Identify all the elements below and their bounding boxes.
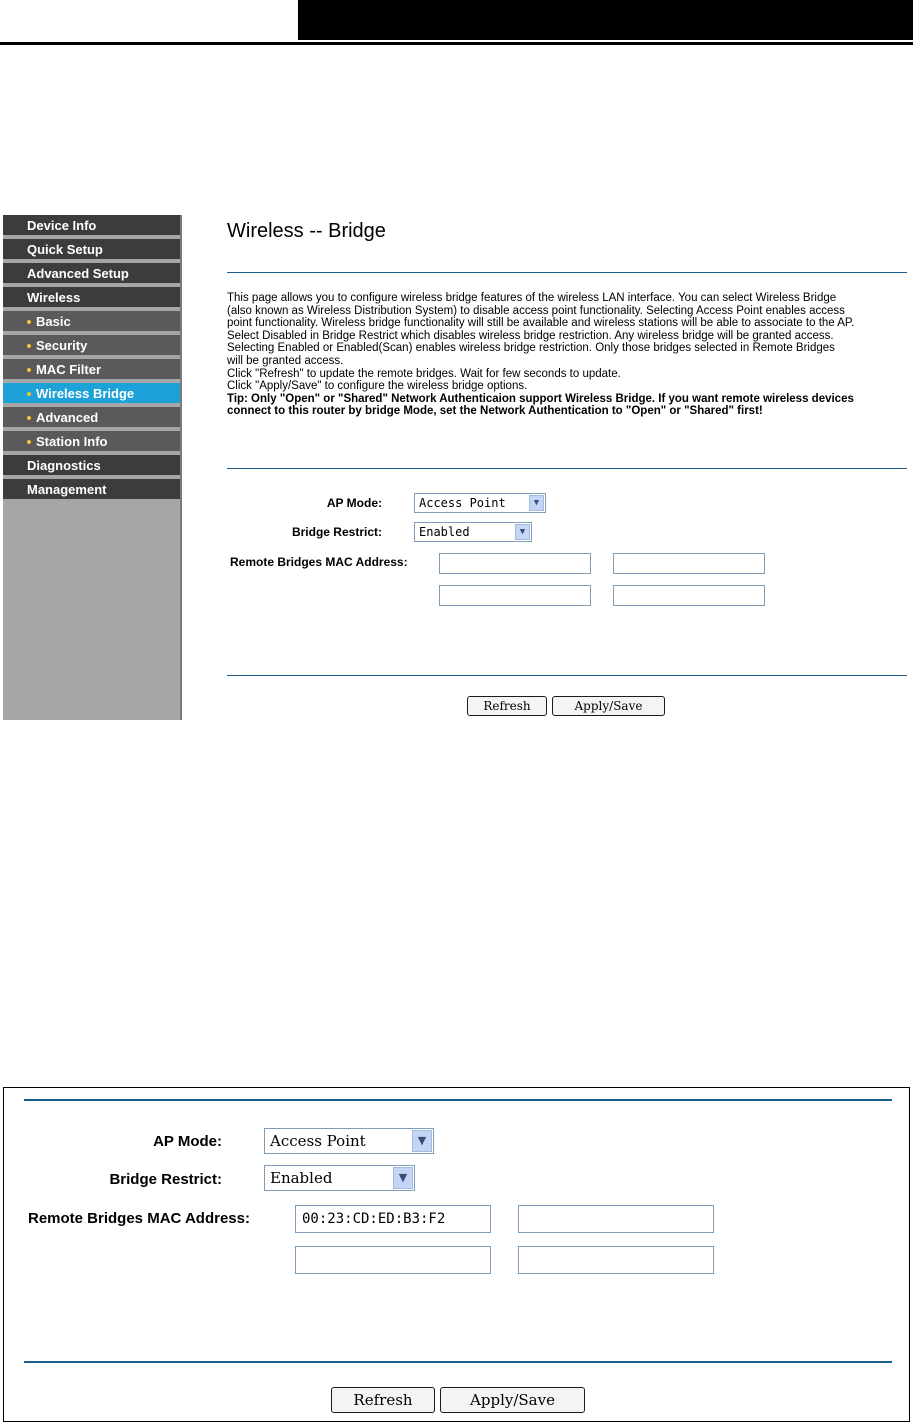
sidebar-item-label: Basic xyxy=(36,314,71,329)
description-line: point functionality. Wireless bridge functionality will still be available and wireless stations will be able to associate to the AP. xyxy=(227,317,855,330)
sidebar-item-label: Device Info xyxy=(27,218,97,233)
apply-save-button[interactable]: Apply/Save xyxy=(552,696,665,716)
description-line: (also known as Wireless Distribution System) to disable access point functionality. Selecting Access Point enables access xyxy=(227,304,845,317)
sidebar-item-wireless-bridge[interactable] xyxy=(3,383,180,405)
sidebar-item-label: Advanced xyxy=(36,410,99,425)
ap-mode-select[interactable] xyxy=(264,1128,434,1154)
ap-mode-value: Access Point xyxy=(419,496,506,510)
mac-address-input-2[interactable] xyxy=(518,1205,714,1233)
divider xyxy=(227,675,907,676)
screenshot-wireless-bridge-page xyxy=(3,215,910,720)
chevron-down-icon[interactable]: ▼ xyxy=(515,524,530,540)
page-header-rule xyxy=(0,42,913,45)
divider xyxy=(24,1361,892,1363)
description-line: Select Disabled in Bridge Restrict which disables wireless bridge restriction. Any wireless bridge will be granted access. xyxy=(227,329,834,342)
sidebar-item-wireless[interactable] xyxy=(3,287,180,309)
bridge-restrict-select[interactable] xyxy=(264,1165,415,1191)
mac-address-input-1[interactable]: 00:23:CD:ED:B3:F2 xyxy=(295,1205,491,1233)
bullet-dot-icon xyxy=(27,416,31,420)
ap-mode-label: AP Mode: xyxy=(153,1133,222,1150)
divider xyxy=(227,272,907,273)
mac-address-input-3[interactable] xyxy=(439,585,591,606)
sidebar-item-label: Wireless xyxy=(27,290,81,305)
description-line: Click "Apply/Save" to configure the wireless bridge options. xyxy=(227,380,528,393)
bridge-restrict-select[interactable] xyxy=(414,522,532,542)
sidebar-item-label: Wireless Bridge xyxy=(36,386,135,401)
sidebar-item-mac-filter[interactable] xyxy=(3,359,180,381)
bullet-dot-icon xyxy=(27,392,31,396)
bridge-restrict-label: Bridge Restrict: xyxy=(109,1171,222,1188)
tip-line: Tip: Only "Open" or "Shared" Network Authenticaion support Wireless Bridge. If you want remote wireless devices xyxy=(227,392,854,405)
bridge-restrict-label: Bridge Restrict: xyxy=(291,525,382,539)
sidebar-item-advanced[interactable] xyxy=(3,407,180,429)
page-header-bar xyxy=(298,0,913,40)
divider xyxy=(227,468,907,469)
bridge-restrict-value: Enabled xyxy=(270,1169,333,1187)
remote-mac-label: Remote Bridges MAC Address: xyxy=(28,1210,250,1227)
sidebar-item-label: Security xyxy=(36,338,88,353)
sidebar-item-label: Management xyxy=(27,482,107,497)
main-content xyxy=(186,215,910,720)
description xyxy=(227,292,913,418)
sidebar-item-device-info[interactable] xyxy=(3,215,180,237)
mac-address-input-3[interactable] xyxy=(295,1246,491,1274)
sidebar-item-management[interactable] xyxy=(3,479,180,501)
ap-mode-label: AP Mode: xyxy=(326,496,382,510)
sidebar-item-label: Diagnostics xyxy=(27,458,101,473)
sidebar-item-label: Station Info xyxy=(36,434,108,449)
divider xyxy=(24,1099,892,1101)
bullet-dot-icon xyxy=(27,440,31,444)
ap-mode-select[interactable] xyxy=(414,493,546,513)
description-line: will be granted access. xyxy=(227,354,344,367)
refresh-button[interactable]: Refresh xyxy=(467,696,547,716)
description-line: Click "Refresh" to update the remote bridges. Wait for few seconds to update. xyxy=(227,367,621,380)
mac-address-input-4[interactable] xyxy=(518,1246,714,1274)
bridge-restrict-value: Enabled xyxy=(419,525,470,539)
mac-address-input-2[interactable] xyxy=(613,553,765,574)
mac-address-input-1[interactable] xyxy=(439,553,591,574)
sidebar-item-advanced-setup[interactable] xyxy=(3,263,180,285)
ap-mode-value: Access Point xyxy=(270,1132,366,1150)
page-title: Wireless -- Bridge xyxy=(227,220,386,242)
remote-mac-label: Remote Bridges MAC Address: xyxy=(230,555,408,569)
sidebar-item-security[interactable] xyxy=(3,335,180,357)
bullet-dot-icon xyxy=(27,368,31,372)
sidebar-item-basic[interactable] xyxy=(3,311,180,333)
refresh-button[interactable]: Refresh xyxy=(331,1387,435,1413)
mac-address-input-4[interactable] xyxy=(613,585,765,606)
sidebar-item-label: Advanced Setup xyxy=(27,266,129,281)
chevron-down-icon[interactable]: ▼ xyxy=(529,495,544,511)
apply-save-button[interactable]: Apply/Save xyxy=(440,1387,585,1413)
bullet-dot-icon xyxy=(27,344,31,348)
description-line: This page allows you to configure wireless bridge features of the wireless LAN interface. You can select Wireless Bridge xyxy=(227,292,837,304)
sidebar-item-quick-setup[interactable] xyxy=(3,239,180,261)
sidebar xyxy=(3,215,180,720)
sidebar-item-label: MAC Filter xyxy=(36,362,101,377)
chevron-down-icon[interactable]: ▼ xyxy=(393,1167,413,1189)
sidebar-item-station-info[interactable] xyxy=(3,431,180,453)
bullet-dot-icon xyxy=(27,320,31,324)
description-line: Selecting Enabled or Enabled(Scan) enables wireless bridge restriction. Only those bridges selected in Remote Bridges xyxy=(227,342,835,355)
sidebar-item-label: Quick Setup xyxy=(27,242,103,257)
tip-line: connect to this router by bridge Mode, set the Network Authentication to "Open" or "Shared" first! xyxy=(227,405,763,418)
sidebar-item-diagnostics[interactable] xyxy=(3,455,180,477)
chevron-down-icon[interactable]: ▼ xyxy=(412,1130,432,1152)
sidebar-divider xyxy=(180,215,185,720)
screenshot-bridge-form-filled xyxy=(3,1087,910,1422)
